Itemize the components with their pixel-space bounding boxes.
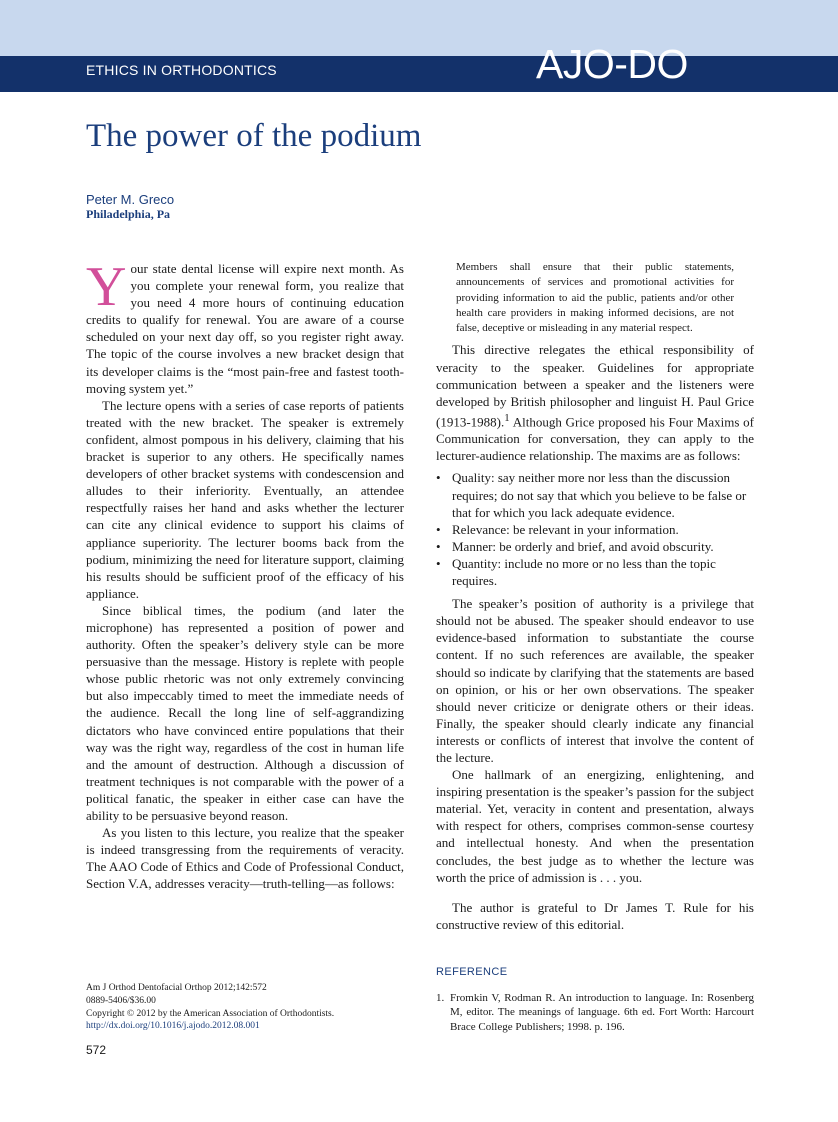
article-title: The power of the podium xyxy=(86,118,422,154)
paragraph: As you listen to this lecture, you realize that the speaker is indeed transgressing from the requirements of veracity. The AAO Code of Ethics and Code of Professional Conduct, Section V.A, addresses veracity—truth-telling—as follows: xyxy=(86,825,404,892)
list-item-text: Relevance: be relevant in your information. xyxy=(452,521,679,537)
list-item-text: Manner: be orderly and brief, and avoid obscurity. xyxy=(452,538,714,554)
maxims-list xyxy=(436,469,754,589)
body-column-right xyxy=(436,260,754,933)
bullet-icon: • xyxy=(436,521,441,537)
body-column-left xyxy=(86,256,404,892)
drop-cap: Y xyxy=(86,256,127,318)
paragraph-text: Although Grice proposed his Four Maxims of Communication for conversation, they can apply to the lecturer-audience relationship. The maxims are as follows: xyxy=(436,414,754,464)
list-item xyxy=(436,538,754,555)
paragraph-intro xyxy=(86,256,404,397)
section-label: ETHICS IN ORTHODONTICS xyxy=(86,62,277,78)
doi-link[interactable]: http://dx.doi.org/10.1016/j.ajodo.2012.08.001 xyxy=(86,1021,260,1032)
paragraph: Since biblical times, the podium (and later the microphone) has represented a position of power and authority. Often the speaker’s delivery style can be more persuasive than the message. History is replete with people whose public rhetoric was not only extremely convincing but also impeccably timed to meet the immediate needs of the audience. Recall the long line of self-aggrandizing dictators who have convinced entire populations that their way was the right way, regardless of the cost in human life and the amount of destruction. Although a discussion of treatment techniques is not comparable with the power of a political fanatic, the speaker in either case can have the ability to be persuasive beyond reason. xyxy=(86,602,404,823)
bullet-icon: • xyxy=(436,538,441,554)
citation-superscript: 1 xyxy=(504,411,510,424)
reference-heading: REFERENCE xyxy=(436,966,508,978)
list-item xyxy=(436,555,754,589)
author-affiliation: Philadelphia, Pa xyxy=(86,207,171,221)
paragraph: One hallmark of an energizing, enlightening, and inspiring presentation is the speaker’s passion for the subject material. Yet, veracity in content and presentation, always with respect for others, comprises common-sense courtesy and intellectual honesty. And when the presentation concludes, the best judge as to whether the lecture was worth the price of admission is . . . you. xyxy=(436,767,754,885)
acknowledgment: The author is grateful to Dr James T. Rule for his constructive review of this editorial. xyxy=(436,899,754,932)
reference-text: Fromkin V, Rodman R. An introduction to language. In: Rosenberg M, editor. The meanings of language. 6th ed. Fort Worth: Harcourt Brace College Publishers; 1998. p. 196. xyxy=(450,992,754,1033)
author-name: Peter M. Greco xyxy=(86,192,175,207)
header-top-band xyxy=(0,0,838,56)
paragraph xyxy=(436,341,754,464)
list-item xyxy=(436,469,754,520)
paragraph: The speaker’s position of authority is a privilege that should not be abused. The speaker should endeavor to use evidence-based information to substantiate the course content. If no such references are available, the speaker should so indicate by clarifying that the statements are based on opinion, or his or her own observations. The speaker should never criticize or denigrate others or their ideas. Finally, the speaker should clearly indicate any financial interests or conflicts of interest that involve the content of the lecture. xyxy=(436,596,754,765)
reference-number: 1. xyxy=(436,992,445,1004)
list-item xyxy=(436,521,754,538)
paragraph-intro-text: our state dental license will expire next month. As you complete your renewal form, you realize that you need 4 more hours of continuing education credits to qualify for renewal. You are aware of a course scheduled on your next day off, so you register right away. The topic of the course involves a new bracket design that its developer claims is the “most pain-free and fastest tooth-moving system yet.” xyxy=(86,261,404,396)
journal-citation: Am J Orthod Dentofacial Orthop 2012;142:572 xyxy=(86,983,267,993)
reference-item xyxy=(436,991,754,1034)
issn: 0889-5406/$36.00 xyxy=(86,995,156,1006)
article-footnote xyxy=(86,982,406,1033)
paragraph: The lecture opens with a series of case reports of patients treated with the new bracket. The speaker is extremely confident, almost pompous in his delivery, claiming that his bracket is superior to any others. He specifically names developers of other bracket systems with condescension and alludes to their inferiority. Eventually, an attendee respectfully raises her hand and asks whether the lecturer can cite any clinical evidence to support his claims of appliance superiority. The lecturer booms back from the podium, minimizing the need for literature support, claiming his results should be sufficient proof of the efficacy of his appliance. xyxy=(86,397,404,601)
page-number: 572 xyxy=(86,1043,107,1057)
list-item-text: Quantity: include no more or no less than the topic requires. xyxy=(452,555,716,589)
bullet-icon: • xyxy=(436,555,441,571)
copyright: Copyright © 2012 by the American Association of Orthodontists. xyxy=(86,1008,335,1019)
list-item-text: Quality: say neither more nor less than the discussion requires; do not say that which you believe to be false or that for which you lack adequate evidence. xyxy=(452,470,747,520)
journal-logo: AJO-DO xyxy=(536,41,688,87)
bullet-icon: • xyxy=(436,470,441,486)
paragraph-text: This directive relegates the ethical responsibility of veracity to the speaker. Guidelines for appropriate communication between a speaker and the listeners were developed by British philosopher and linguist H. Paul Grice (1913-1988). xyxy=(436,342,754,430)
code-of-ethics-quote: Members shall ensure that their public statements, announcements of services and promotional activities for providing information to aid the public, patients and/or other health care providers in making informed decisions, are not false, deceptive or misleading in any material respect. xyxy=(456,261,734,335)
